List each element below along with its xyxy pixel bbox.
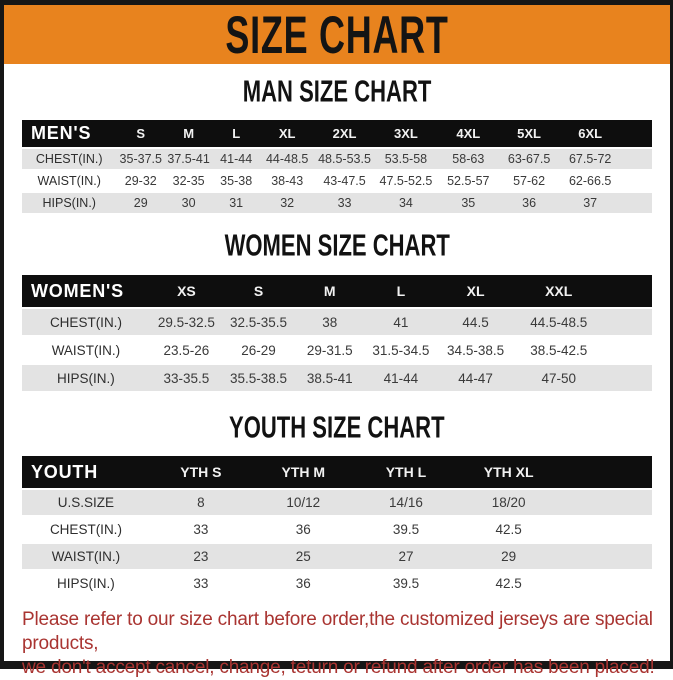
- size-value: 38.5-42.5: [530, 342, 588, 358]
- women-hips-row: [22, 364, 652, 392]
- size-value: 29: [133, 196, 148, 210]
- spacer-cell: [603, 308, 652, 336]
- row-label: WAIST(IN.): [37, 174, 101, 188]
- size-value: 29.5-32.5: [157, 314, 215, 330]
- size-value: 44-48.5: [265, 152, 309, 166]
- row-label: CHEST(IN.): [35, 152, 103, 166]
- youth-section-heading: [4, 412, 670, 445]
- women-section-heading: [4, 230, 670, 263]
- youth-hips-row: [22, 570, 652, 597]
- women-size-table: [22, 275, 652, 393]
- size-value: 31.5-34.5: [372, 342, 430, 358]
- size-value: 31: [229, 196, 244, 210]
- size-value: 42.5: [495, 576, 522, 591]
- size-value: 67.5-72: [568, 152, 612, 166]
- size-value: 35-38: [220, 174, 253, 188]
- women-size-header: L: [365, 275, 436, 308]
- size-value: 32-35: [172, 174, 205, 188]
- youth-size-table: [22, 456, 652, 598]
- men-size-header: L: [212, 120, 260, 148]
- size-value: 10/12: [286, 495, 321, 510]
- size-value: 8: [197, 495, 205, 510]
- man-section-heading: [4, 76, 670, 109]
- size-value: 38-43: [271, 174, 304, 188]
- title-banner: [4, 5, 670, 64]
- order-policy-line-2: we don't accept cancel, change, teturn or refund after order has been placed!: [22, 657, 655, 678]
- size-value: 33: [193, 522, 209, 537]
- size-value: 32.5-35.5: [230, 314, 288, 330]
- size-value: 44.5-48.5: [530, 314, 588, 330]
- size-value: 14/16: [389, 495, 423, 510]
- size-value: 63-67.5: [507, 152, 551, 166]
- men-size-table: [22, 120, 652, 215]
- spacer-cell: [622, 148, 652, 170]
- size-value: 23.5-26: [163, 342, 210, 358]
- women-corner-label: WOMEN'S: [22, 275, 150, 308]
- spacer-cell: [622, 192, 652, 214]
- size-value: 26-29: [241, 342, 276, 358]
- youth-corner-label: YOUTH: [22, 456, 150, 489]
- size-value: 44-47: [458, 370, 493, 386]
- spacer-cell: [560, 516, 652, 543]
- youth-size-header: YTH L: [355, 456, 458, 489]
- women-size-header: M: [294, 275, 365, 308]
- youth-size-header: YTH S: [150, 456, 252, 489]
- size-value: 33-35.5: [163, 370, 210, 386]
- size-value: 43-47.5: [323, 174, 366, 188]
- youth-size-header: YTH M: [252, 456, 355, 489]
- men-size-header: 6XL: [559, 120, 622, 148]
- size-value: 39.5: [392, 576, 420, 591]
- row-label: HIPS(IN.): [42, 196, 96, 210]
- women-size-header: S: [223, 275, 294, 308]
- poster-content: [4, 4, 670, 678]
- size-value: 62-66.5: [568, 174, 612, 188]
- men-corner-label: MEN'S: [22, 120, 117, 148]
- men-size-header: 3XL: [375, 120, 437, 148]
- size-value: 38: [322, 314, 338, 330]
- women-size-header: XS: [150, 275, 223, 308]
- order-policy-line-1: Please refer to our size chart before order,the customized jerseys are special products,: [22, 609, 653, 654]
- men-size-header: 5XL: [499, 120, 558, 148]
- youth-size-header: YTH XL: [457, 456, 560, 489]
- size-value: 29-32: [124, 174, 157, 188]
- size-value: 37: [583, 196, 598, 210]
- spacer-cell: [622, 120, 652, 148]
- youth-header-row: [22, 456, 652, 489]
- row-label: CHEST(IN.): [49, 522, 122, 537]
- size-value: 41-44: [220, 152, 253, 166]
- spacer-cell: [560, 456, 652, 489]
- size-value: 57-62: [513, 174, 546, 188]
- spacer-cell: [560, 543, 652, 570]
- size-value: 52.5-57: [447, 174, 490, 188]
- men-size-header: 4XL: [437, 120, 499, 148]
- row-label: WAIST(IN.): [51, 549, 121, 564]
- men-size-header: M: [165, 120, 212, 148]
- size-value: 36: [522, 196, 537, 210]
- size-value: 33: [337, 196, 352, 210]
- size-value: 58-63: [452, 152, 485, 166]
- women-size-header: XXL: [515, 275, 603, 308]
- row-label: HIPS(IN.): [57, 576, 115, 591]
- size-value: 41-44: [383, 370, 419, 386]
- women-chest-row: [22, 308, 652, 336]
- row-label: WAIST(IN.): [51, 342, 121, 358]
- men-header-row: [22, 120, 652, 148]
- size-value: 47-50: [541, 370, 576, 386]
- men-hips-row: [22, 192, 652, 214]
- size-value: 38.5-41: [306, 370, 353, 386]
- size-value: 35-37.5: [119, 152, 162, 166]
- spacer-cell: [603, 336, 652, 364]
- size-value: 25: [295, 549, 311, 564]
- size-value: 35: [461, 196, 476, 210]
- women-waist-row: [22, 336, 652, 364]
- size-value: 48.5-53.5: [318, 152, 371, 166]
- size-value: 29-31.5: [306, 342, 353, 358]
- youth-ussize-row: [22, 489, 652, 516]
- size-value: 36: [295, 522, 311, 537]
- size-value: 34.5-38.5: [447, 342, 505, 358]
- size-value: 35.5-38.5: [230, 370, 288, 386]
- men-size-header: XL: [260, 120, 314, 148]
- size-value: 44.5: [462, 314, 489, 330]
- man-section-heading-text: MAN SIZE CHART: [242, 75, 432, 109]
- size-value: 34: [398, 196, 413, 210]
- spacer-cell: [622, 170, 652, 192]
- size-value: 47.5-52.5: [379, 174, 433, 188]
- size-value: 53.5-58: [384, 152, 428, 166]
- spacer-cell: [603, 275, 652, 308]
- order-policy-note: [22, 608, 664, 680]
- size-value: 29: [501, 549, 517, 564]
- row-label: U.S.SIZE: [57, 495, 115, 510]
- size-value: 33: [193, 576, 209, 591]
- men-size-header: S: [117, 120, 166, 148]
- size-value: 30: [181, 196, 196, 210]
- spacer-cell: [560, 570, 652, 597]
- women-section-heading-text: WOMEN SIZE CHART: [224, 229, 450, 263]
- size-value: 27: [398, 549, 414, 564]
- size-value: 32: [280, 196, 295, 210]
- women-size-header: XL: [437, 275, 515, 308]
- men-size-header: 2XL: [314, 120, 374, 148]
- size-value: 39.5: [392, 522, 420, 537]
- youth-chest-row: [22, 516, 652, 543]
- size-value: 18/20: [491, 495, 526, 510]
- size-value: 36: [295, 576, 311, 591]
- size-value: 42.5: [495, 522, 522, 537]
- size-value: 23: [193, 549, 209, 564]
- spacer-cell: [560, 489, 652, 516]
- size-value: 41: [393, 314, 409, 330]
- men-waist-row: [22, 170, 652, 192]
- women-header-row: [22, 275, 652, 308]
- row-label: HIPS(IN.): [57, 370, 115, 386]
- spacer-cell: [603, 364, 652, 392]
- men-chest-row: [22, 148, 652, 170]
- page-title: SIZE CHART: [225, 4, 449, 65]
- row-label: CHEST(IN.): [49, 314, 122, 330]
- youth-waist-row: [22, 543, 652, 570]
- size-value: 37.5-41: [167, 152, 210, 166]
- youth-section-heading-text: YOUTH SIZE CHART: [229, 411, 445, 445]
